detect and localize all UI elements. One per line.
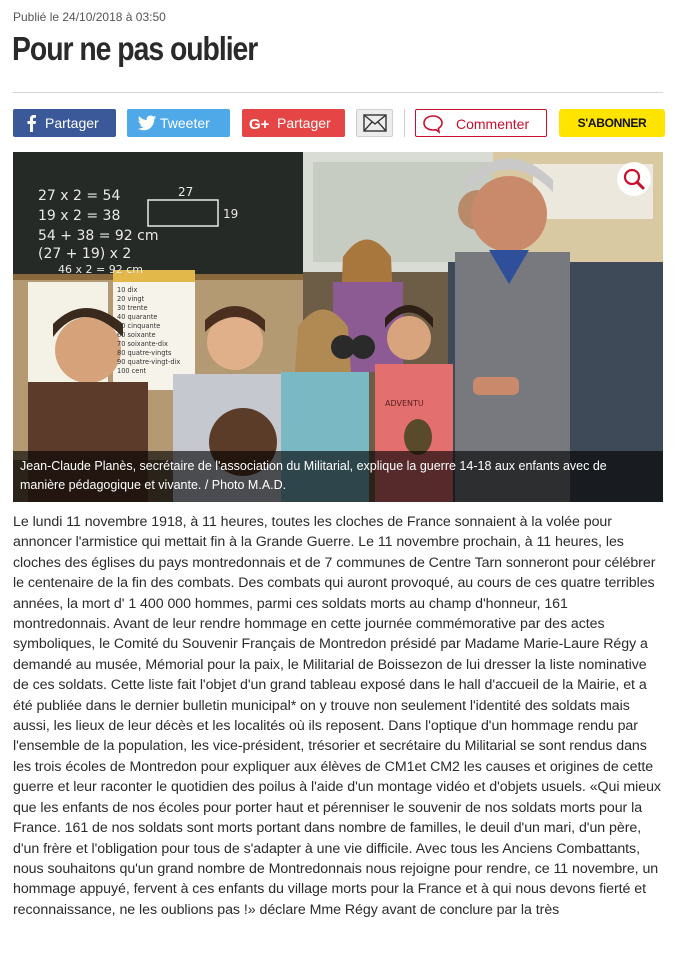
comment-label: Commenter xyxy=(456,116,530,132)
google-plus-share-label: Partager xyxy=(277,115,331,131)
zoom-icon xyxy=(617,162,651,196)
board-number-2: 19 xyxy=(223,207,239,221)
svg-text:40 quarante: 40 quarante xyxy=(117,313,158,321)
svg-text:100 cent: 100 cent xyxy=(117,367,147,375)
svg-text:50 cinquante: 50 cinquante xyxy=(117,322,161,330)
svg-text:60 soixante: 60 soixante xyxy=(117,331,156,339)
google-plus-share-button[interactable] xyxy=(242,109,345,137)
article-photo[interactable] xyxy=(13,152,663,502)
board-line-3: 54 + 38 = 92 cm xyxy=(38,228,159,244)
google-plus-icon xyxy=(249,113,273,133)
board-line-4: (27 + 19) x 2 xyxy=(38,246,132,262)
share-divider xyxy=(404,109,405,137)
board-line-2: 19 x 2 = 38 xyxy=(38,208,121,224)
published-date: Publié le 24/10/2018 à 03:50 xyxy=(13,10,166,24)
facebook-icon xyxy=(22,113,42,133)
article-title: Pour ne pas oublier xyxy=(12,30,258,67)
email-share-button[interactable] xyxy=(356,109,393,137)
zoom-button[interactable] xyxy=(617,162,651,196)
twitter-share-button[interactable] xyxy=(127,109,230,137)
svg-text:70 soixante-dix: 70 soixante-dix xyxy=(117,340,168,348)
facebook-share-label: Partager xyxy=(45,115,99,131)
svg-text:30 trente: 30 trente xyxy=(117,304,148,312)
board-line-5: 46 x 2 = 92 cm xyxy=(58,263,143,276)
comment-button[interactable] xyxy=(415,109,547,137)
svg-text:20 vingt: 20 vingt xyxy=(117,295,145,303)
mail-icon xyxy=(363,114,387,132)
subscribe-button[interactable]: S'ABONNER xyxy=(559,109,665,137)
svg-text:80 quatre-vingts: 80 quatre-vingts xyxy=(117,349,172,357)
board-line-1: 27 x 2 = 54 xyxy=(38,188,121,204)
title-divider xyxy=(13,92,663,93)
photo-caption: Jean-Claude Planès, secrétaire de l'association du Militarial, explique la guerre 14-18 aux enfants avec de manière pédagogique et vivante. / Photo M.A.D. xyxy=(13,451,663,502)
classroom-photo-illustration xyxy=(13,152,663,502)
svg-text:90 quatre-vingt-dix: 90 quatre-vingt-dix xyxy=(117,358,181,366)
article-body: Le lundi 11 novembre 1918, à 11 heures, toutes les cloches de France sonnaient à la volée pour annoncer l'armistice qui mettait fin à la Grande Guerre. Le 11 novembre prochain, à 11 heures, les cloches des églises du pays montredonnais et de 7 communes de Centre Tarn sonneront pour célébrer le centenaire de la fin des combats. Des combats qui auront provoqué, au cours de ces quatre terribles années, la mort d' 1 400 000 hommes, parmi ces soldats morts au champ d'honneur, 161 montredonnais. Avant de leur rendre hommage en cette journée commémorative par des actes symboliques, le Comité du Souvenir Français de Montredon présidé par Madame Marie-Laure Régy a demandé au musée, Mémorial pour la paix, le Militarial de Boissezon de lui dresser la liste nominative de ces soldats. Cette liste fait l'objet d'un grand tableau exposé dans le hall d'accueil de la Mairie, et a été publiée dans le dernier bulletin municipal* on y trouve non seulement l'identité des soldats mais aussi, les lieux de leur décès et les localités où ils reposent. Dans l'optique d'un hommage rendu par l'ensemble de la population, les vice-président, trésorier et secrétaire du Militarial se sont rendus dans les trois écoles de Montredon pour expliquer aux élèves de CM1et CM2 les causes et origines de cette guerre et leur raconter le quotidien des poilus à l'aide d'un montage vidéo et d'objets usuels. «Qui mieux que les enfants de nos écoles pour porter haut et pérenniser le souvenir de nos soldats morts pour la France. 161 de nos soldats sont morts portant dans nombre de familles, le deuil d'un mari, d'un père, d'un frère et l'obligation pour tous de s'adapter à une vie difficile. Avec tous les Anciens Combattants, nous souhaitons qu'un grand nombre de Montredonnais nous rejoigne pour rendre, ce 11 novembre, un hommage appuyé, fervent à ces enfants du village morts pour la France et à qui nous devons fierté et reconnaissance, ne les oublions pas !» déclare Mme Régy avant de conclure par la très xyxy=(13,514,661,918)
svg-text:G+: G+ xyxy=(249,116,270,133)
comment-bubble-icon xyxy=(422,114,444,134)
twitter-share-label: Tweeter xyxy=(160,115,210,131)
twitter-icon xyxy=(137,113,157,133)
man-face xyxy=(471,176,547,252)
facebook-share-button[interactable] xyxy=(13,109,116,137)
svg-text:10 dix: 10 dix xyxy=(117,286,138,294)
shirt-text: ADVENTU xyxy=(385,399,424,408)
share-bar xyxy=(13,109,665,137)
board-number-1: 27 xyxy=(178,185,194,199)
